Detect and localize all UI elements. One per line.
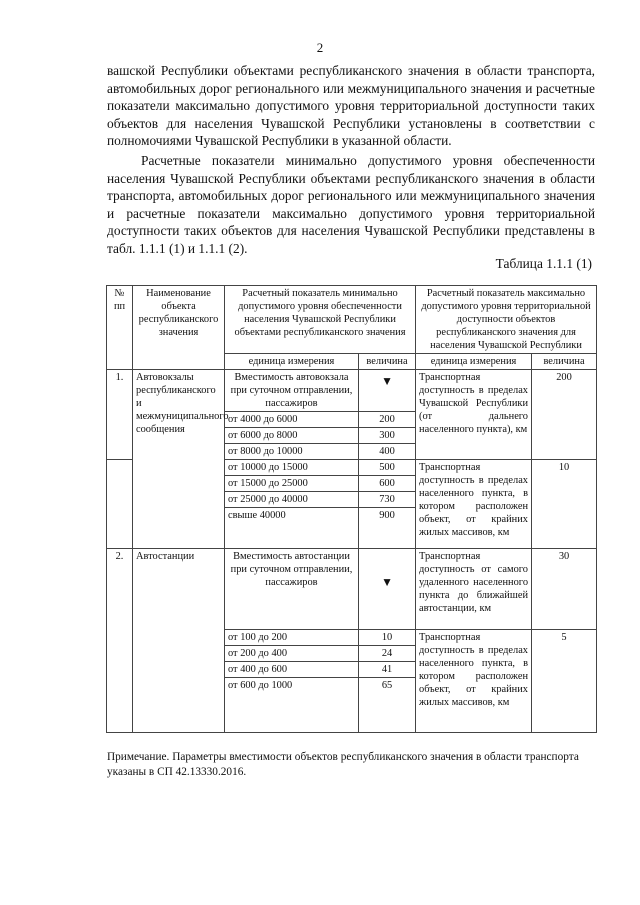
access-value: 200	[532, 370, 597, 460]
object-name: Автовокзалы республиканского и межмуниципального сообщения	[133, 370, 225, 549]
capacity-label: Вместимость автостанции при суточном отправлении, пассажиров	[225, 549, 359, 630]
access-unit: Транспортная доступность в пределах Чувашской Республики (от дальнего населенного пункта), км	[416, 370, 532, 460]
range-value: 65	[359, 678, 416, 733]
range-label: от 100 до 200	[225, 630, 359, 646]
range-label: свыше 40000	[225, 508, 359, 549]
range-label: от 6000 до 8000	[225, 428, 359, 444]
range-value: 10	[359, 630, 416, 646]
capacity-marker-cell	[359, 370, 416, 412]
range-label: от 200 до 400	[225, 646, 359, 662]
range-label: от 600 до 1000	[225, 678, 359, 733]
row-number: 2.	[107, 549, 133, 733]
access-value: 10	[532, 460, 597, 549]
header-no: № пп	[107, 286, 133, 370]
paragraph-1: вашской Республики объектами республиканского значения в области транспорта, автомобильных дорог регионального или межмуниципального значения и расчетные показатели максимально допустимого уровня территориальной доступности таких объектов для населения Чувашской Республики установлены в соответствии с полномочиями Чувашской Республики в указанной области.	[107, 63, 595, 149]
range-value: 24	[359, 646, 416, 662]
range-value: 300	[359, 428, 416, 444]
range-label: от 10000 до 15000	[225, 460, 359, 476]
header-unit: единица измерения	[225, 354, 359, 370]
range-label: от 400 до 600	[225, 662, 359, 678]
paragraph-2: Расчетные показатели минимально допустимого уровня обеспеченности населения Чувашской Республики объектами республиканского значения в области транспорта, автомобильных дорог регионального или межмуниципального значения и расчетные показатели максимально допустимого уровня территориальной доступности таких объектов для населения Чувашской Республики представлены в табл. 1.1.1 (1) и 1.1.1 (2).	[107, 153, 595, 256]
capacity-marker-cell	[359, 549, 416, 630]
table-row	[107, 549, 597, 630]
range-value: 200	[359, 412, 416, 428]
access-unit: Транспортная доступность от самого удаленного населенного пункта до ближайшей автостанции, км	[416, 549, 532, 630]
range-value: 500	[359, 460, 416, 476]
header-min-level: Расчетный показатель минимально допустимого уровня обеспеченности населения Чувашской Республики объектами республиканского значения	[225, 286, 416, 354]
range-value: 400	[359, 444, 416, 460]
range-value: 730	[359, 492, 416, 508]
header-unit-2: единица измерения	[416, 354, 532, 370]
capacity-table	[106, 285, 597, 733]
capacity-label: Вместимость автовокзала при суточном отправлении, пассажиров	[225, 370, 359, 412]
access-unit: Транспортная доступность в пределах населенного пункта, в котором расположен объект, от крайних жилых массивов, км	[416, 630, 532, 733]
access-value: 5	[532, 630, 597, 733]
range-label: от 8000 до 10000	[225, 444, 359, 460]
note-label: Примечание.	[107, 751, 170, 763]
range-value: 41	[359, 662, 416, 678]
range-label: от 15000 до 25000	[225, 476, 359, 492]
table-caption: Таблица 1.1.1 (1)	[495, 256, 592, 271]
header-value-2: величина	[532, 354, 597, 370]
note	[107, 750, 595, 780]
page-number: 2	[316, 40, 324, 55]
access-value: 30	[532, 549, 597, 630]
header-max-access: Расчетный показатель максимально допустимого уровня территориальной доступности объектов республиканского значения для населения Чувашской Республики	[416, 286, 597, 354]
access-unit: Транспортная доступность в пределах населенного пункта, в котором расположен объект, от крайних жилых массивов, км	[416, 460, 532, 549]
triangle-down-icon: ▼	[381, 374, 393, 388]
row-number-spacer	[107, 460, 133, 549]
range-label: от 25000 до 40000	[225, 492, 359, 508]
header-name: Наименование объекта республиканского значения	[133, 286, 225, 370]
object-name: Автостанции	[133, 549, 225, 733]
row-number: 1.	[107, 370, 133, 460]
range-label: от 4000 до 6000	[225, 412, 359, 428]
triangle-down-icon: ▼	[381, 575, 393, 589]
table-header-row	[107, 286, 597, 354]
range-value: 900	[359, 508, 416, 549]
header-value: величина	[359, 354, 416, 370]
range-value: 600	[359, 476, 416, 492]
note-text: Параметры вместимости объектов республиканского значения в области транспорта указаны в СП 42.13330.2016.	[107, 751, 579, 778]
table-row	[107, 370, 597, 412]
